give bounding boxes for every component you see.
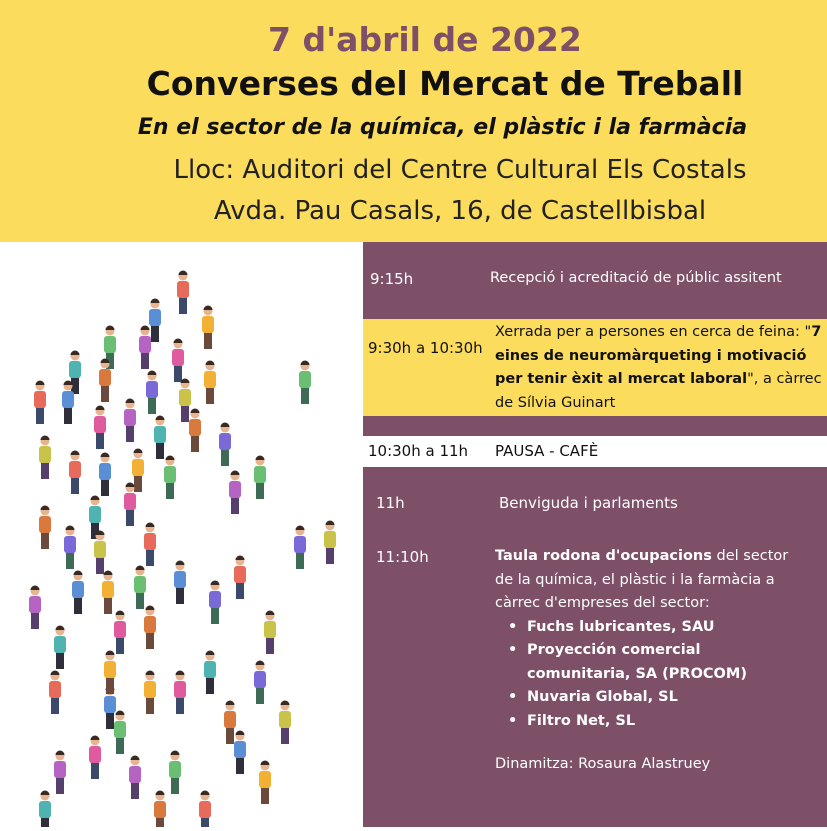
talk-speaker: ", a càrrec de Sílvia Guinart (495, 371, 822, 411)
event-header (0, 0, 827, 242)
person-figure (174, 671, 186, 715)
person-figure (189, 409, 201, 453)
person-figure (124, 483, 136, 527)
schedule-time: 9:30h a 10:30h (368, 339, 483, 357)
event-subtitle: En el sector de la química, el plàstic i la farmàcia (137, 115, 748, 140)
person-figure (49, 671, 61, 715)
company-item: • Proyección comercial comunitaria, SA (PROCOM) (495, 639, 797, 686)
person-figure (199, 791, 211, 828)
person-figure (154, 791, 166, 828)
person-figure (64, 526, 76, 570)
person-figure (294, 526, 306, 570)
company-item: • Nuvaria Global, SL (495, 686, 795, 710)
schedule-text: PAUSA - CAFÈ (495, 442, 599, 460)
person-figure (234, 556, 246, 600)
event-place: Lloc: Auditori del Centre Cultural Els Costals (173, 155, 747, 185)
person-figure (114, 711, 126, 755)
person-figure (146, 371, 158, 415)
schedule-item-talk (363, 319, 827, 416)
company-item: • Fuchs lubricantes, SAU (495, 616, 795, 640)
person-figure (259, 761, 271, 805)
person-figure (204, 651, 216, 695)
schedule-item-group (363, 467, 827, 827)
company-item: • Filtro Net, SL (495, 710, 795, 734)
person-figure (149, 299, 161, 343)
event-address: Avda. Pau Casals, 16, de Castellbisbal (213, 196, 707, 226)
person-figure (202, 306, 214, 350)
person-figure (89, 736, 101, 780)
person-figure (54, 626, 66, 670)
talk-description (495, 321, 823, 415)
person-figure (54, 751, 66, 795)
person-figure (139, 326, 151, 369)
schedule-panel (363, 242, 827, 827)
person-figure (144, 606, 156, 650)
round-table-text: del sector de la química, el plàstic i la farmàcia a càrrec d'empreses del sector: (495, 548, 789, 611)
round-table-title: Taula rodona d'ocupacions (495, 548, 712, 564)
person-figure (229, 471, 241, 515)
talk-text-intro: Xerrada per a persones en cerca de feina: " (495, 324, 812, 340)
person-figure (299, 361, 311, 405)
person-figure (62, 381, 74, 424)
person-figure (34, 381, 46, 425)
person-figure (69, 451, 81, 494)
person-figure (29, 586, 41, 630)
event-title: Converses del Mercat de Treball (146, 64, 744, 103)
person-figure (204, 361, 216, 405)
person-figure (209, 581, 221, 625)
schedule-time: 11:10h (376, 548, 429, 566)
person-figure (144, 671, 156, 715)
crowd-of-people-illustration (0, 242, 363, 827)
schedule-item-reception (363, 242, 827, 319)
person-figure (324, 521, 336, 565)
person-figure (39, 436, 51, 480)
person-figure (39, 791, 51, 828)
person-figure (99, 359, 111, 403)
talk-title: 7 eines de neuromàrqueting i motivació per tenir èxit al mercat laboral (495, 324, 822, 387)
schedule-spacer (363, 416, 827, 436)
event-date: 7 d'abril de 2022 (268, 20, 582, 59)
person-figure (254, 661, 266, 705)
person-figure (134, 566, 146, 610)
person-figure (264, 611, 276, 655)
person-figure (104, 651, 116, 695)
person-figure (72, 571, 84, 615)
schedule-item-break (363, 436, 827, 467)
person-figure (102, 571, 114, 615)
person-figure (144, 523, 156, 567)
person-figure (114, 611, 126, 655)
person-figure (234, 731, 246, 775)
person-figure (94, 406, 106, 450)
schedule-time: 9:15h (370, 270, 414, 288)
person-figure (94, 531, 106, 575)
person-figure (219, 423, 231, 467)
person-figure (154, 416, 166, 460)
schedule-text: Recepció i acreditació de públic assitent (490, 270, 782, 286)
person-figure (224, 701, 236, 745)
person-figure (129, 756, 141, 800)
person-figure (172, 339, 184, 383)
schedule-time: 11h (376, 494, 405, 512)
person-figure (124, 399, 136, 443)
crowd-illustration-svg (0, 242, 363, 827)
person-figure (254, 456, 266, 500)
person-figure (169, 751, 181, 795)
person-figure (177, 271, 189, 315)
schedule-text: Benviguda i parlaments (499, 494, 678, 512)
company-list (495, 616, 795, 734)
person-figure (279, 701, 291, 745)
person-figure (174, 561, 186, 605)
moderator: Dinamitza: Rosaura Alastruey (495, 756, 711, 772)
schedule-time: 10:30h a 11h (368, 442, 469, 460)
person-figure (164, 456, 176, 500)
person-figure (99, 453, 111, 497)
person-figure (39, 506, 51, 550)
round-table-description (495, 545, 795, 777)
person-figure (179, 379, 191, 423)
